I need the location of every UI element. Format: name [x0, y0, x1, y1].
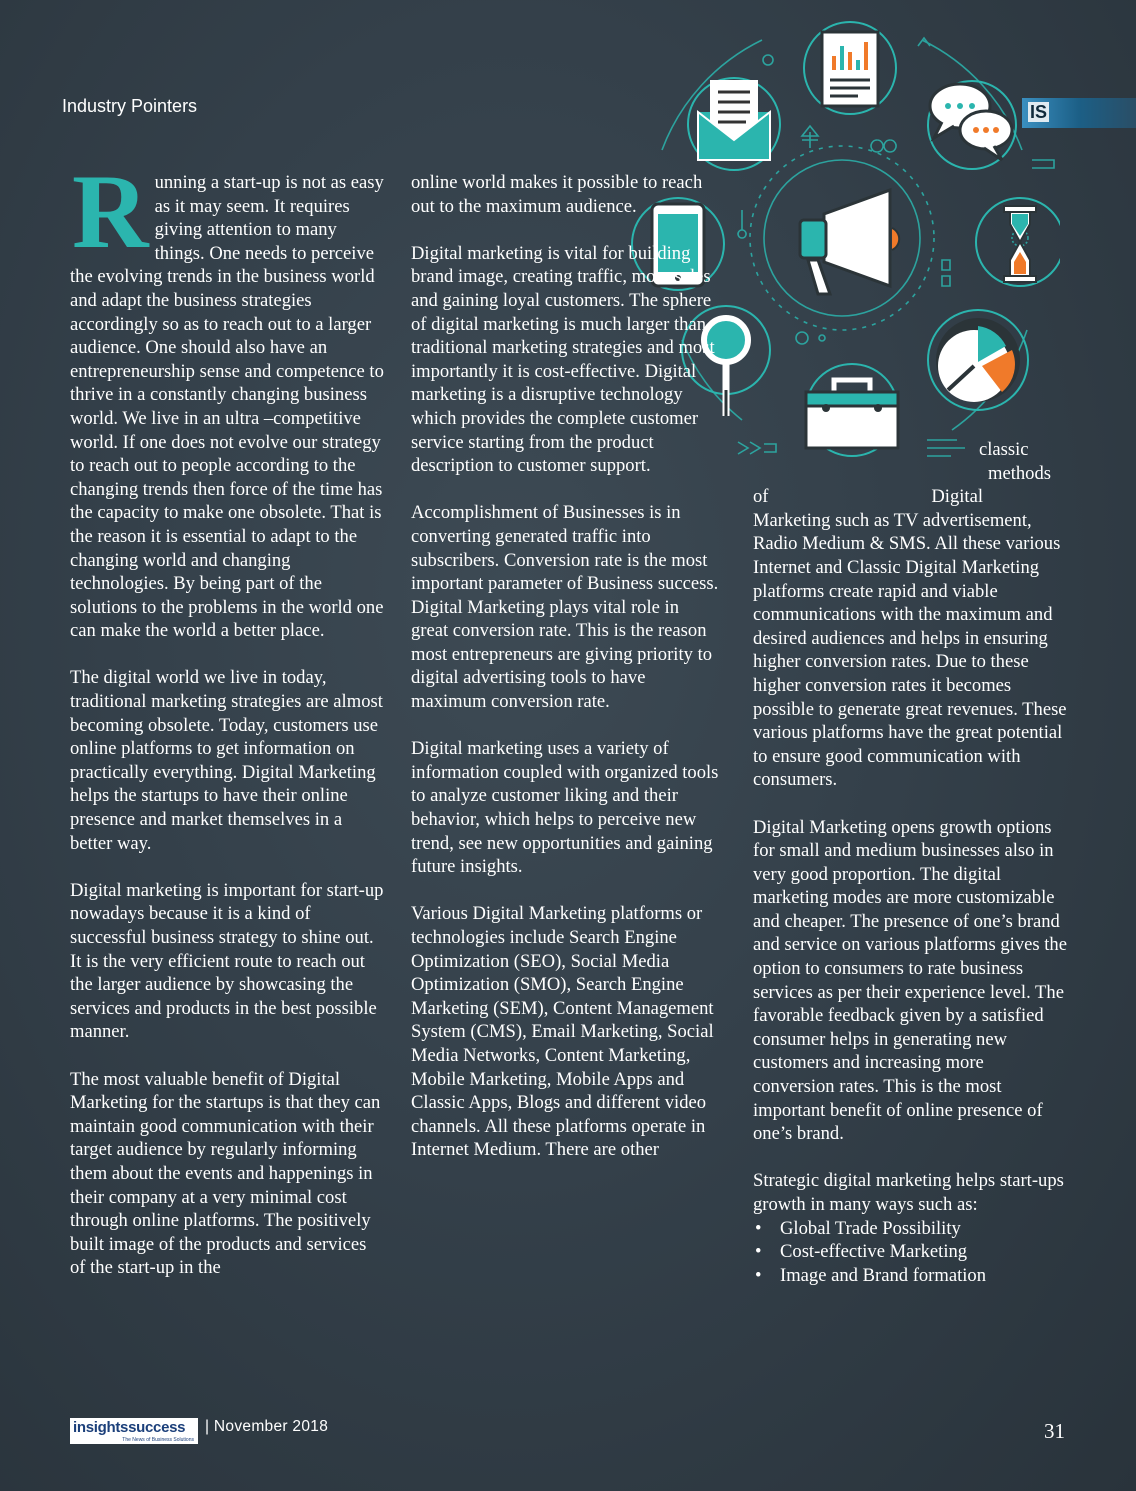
paragraph-lead-line	[753, 485, 1069, 509]
megaphone-icon	[800, 190, 899, 294]
paragraph	[70, 153, 386, 643]
benefit-list	[753, 1217, 1069, 1288]
article-column-3	[753, 438, 1069, 1287]
article-column-2	[411, 171, 719, 1186]
paragraph: online world makes it possible to reach out to the maximum audience.	[411, 172, 703, 217]
logo-text: insightssuccess	[73, 1419, 186, 1436]
publisher-logo	[70, 1418, 198, 1444]
list-item: • Global Trade Possibility	[753, 1217, 1069, 1241]
lead-word: methods	[987, 462, 1051, 484]
paragraph: Digital marketing uses a variety of information coupled with organized tools to analyze customer liking and their behavior, which helps to perceive new trend, see new opportunities and gaining future insights.	[411, 738, 719, 878]
speech-bubbles-icon	[928, 81, 1016, 169]
section-label: Industry Pointers	[62, 96, 198, 116]
paragraph: Digital marketing is important for start-up nowadays because it is a kind of successful business strategy to shine out. It is the very efficient route to reach out the larger audience by showcasing the services and products in the best possible manner.	[70, 879, 384, 1043]
paragraph: The digital world we live in today, traditional marketing strategies are almost becoming obsolete. Today, customers use online platforms to get information on practically everything. Digital Marketing helps the startups to have their online presence and market themselves in a better way.	[70, 667, 383, 854]
pie-chart-icon	[928, 310, 1028, 410]
article-column-1	[70, 153, 386, 1304]
lead-word: Digital	[931, 486, 983, 508]
paragraph: Accomplishment of Businesses is in converting generated traffic into subscribers. Conversion rate is the most important parameter of Business success. Digital Marketing plays vital role in great conversion rate. This is the reason most entrepreneurs are giving priority to digital advertising tools to have maximum conversion rate.	[411, 502, 719, 713]
lead-word: classic	[979, 439, 1029, 460]
paragraph-text: unning a start-up is not as easy as it may seem. It requires giving attention to many things. One needs to perceive the evolving trends in the business world and adapt the business strategies accordingly so as to reach out to a larger audience. One should also have an entrepreneurship sense and competence to thrive in a constantly changing business world. We live in an ultra –competitive world. If one does not evolve our strategy to reach out to people according to the changing trends then force of the time has the capacity to make one obsolete. That is the reason it is essential to adapt to the changing world and changing technologies. By being part of the solutions to the problems in the world one can make the world a better place.	[70, 172, 384, 642]
issue-date: | November 2018	[205, 1418, 329, 1435]
paragraph: The most valuable benefit of Digital Marketing for the startups is that they can maintain good communication with their target audience by regularly informing them about the events and happenings in their company at a very minimal cost through online platforms. The positively built image of the products and services of the start-up in the	[70, 1068, 381, 1279]
paragraph: Strategic digital marketing helps start-ups growth in many ways such as:	[753, 1170, 1064, 1215]
corner-badge-text: IS	[1030, 102, 1048, 122]
paragraph: Various Digital Marketing platforms or technologies include Search Engine Optimization (SEO), Social Media Optimization (SMO), Search Engine Marketing (SEM), Content Management System (CMS), Email Marketing, Social Media Networks, Content Marketing, Mobile Marketing, Mobile Apps and Classic Apps, Blogs and different video channels. All these platforms operate in Internet Medium. There are other	[411, 903, 714, 1161]
paragraph-lead-line	[753, 438, 1069, 462]
logo-tagline: The News of Business Solutions	[122, 1437, 194, 1443]
hourglass-icon	[976, 198, 1060, 286]
paragraph: Digital Marketing opens growth options for small and medium businesses also in very good proportion. The digital marketing modes are more customizable and cheaper. The presence of one’s brand and service on various platforms gives the option to consumers to rate business services as per their experience level. The favorable feedback given by a satisfied consumer helps in generating new customers and increasing more conversion rates. This is the most important benefit of online presence of one’s brand.	[753, 816, 1067, 1145]
page-number: 31	[1044, 1419, 1065, 1443]
lead-word: of	[753, 486, 769, 508]
list-item: • Image and Brand formation	[753, 1264, 1069, 1288]
paragraph: Marketing such as TV advertisement, Radio Medium & SMS. All these various Internet and Classic Digital Marketing platforms create rapid and viable communications with the maximum and desired audiences and helps in ensuring higher conversion rates. Due to these higher conversion rates it becomes possible to generate great revenues. These various platforms have the great potential to ensure good communication with consumers.	[753, 509, 1067, 791]
envelope-icon	[688, 78, 780, 170]
paragraph: Digital marketing is vital for building brand image, creating traffic, more sales and gaining loyal customers. The sphere of digital marketing is much larger than traditional marketing strategies and most importantly it is cost-effective. Digital marketing is a disruptive technology which provides the complete customer service starting from the product description to customer support.	[411, 242, 715, 477]
document-chart-icon	[804, 22, 896, 114]
list-item: • Cost-effective Marketing	[753, 1240, 1069, 1264]
paragraph-lead-line	[753, 462, 1069, 486]
drop-cap: R	[72, 153, 149, 270]
